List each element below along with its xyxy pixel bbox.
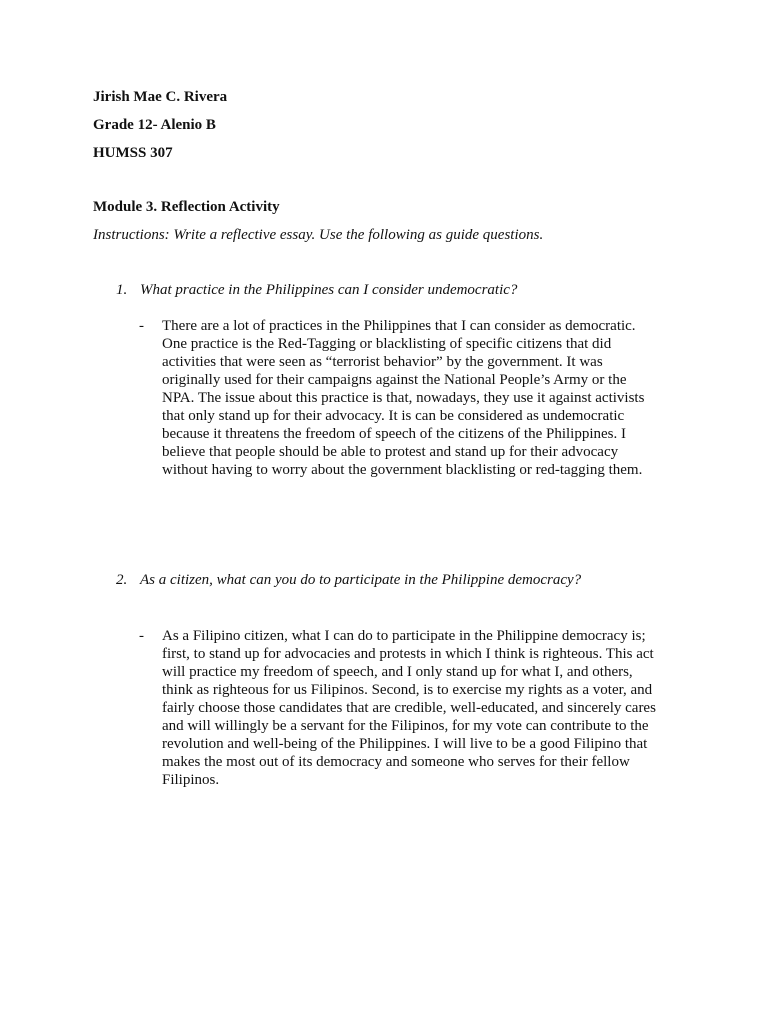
- answer-line: first, to stand up for advocacies and protests in which I think is righteous. This act: [162, 646, 654, 662]
- question-2-text: As a citizen, what can you do to participate in the Philippine democracy?: [140, 572, 582, 588]
- answer-line: because it threatens the freedom of speech of the citizens of the Philippines. I: [162, 426, 627, 442]
- answer-line: that only stand up for their advocacy. It is can be considered as undemocratic: [162, 408, 625, 424]
- answer-line: NPA. The issue about this practice is that, nowadays, they use it against activists: [162, 390, 645, 406]
- answer-line: There are a lot of practices in the Philippines that I can consider as democratic.: [162, 318, 636, 334]
- answer-line: revolution and well-being of the Philippines. I will live to be a good Filipino that: [162, 736, 648, 752]
- question-2-number: 2.: [116, 572, 128, 588]
- answer-line: makes the most out of its democracy and someone who serves for their fellow: [162, 754, 630, 770]
- student-grade: Grade 12- Alenio B: [93, 117, 216, 133]
- question-2: [116, 571, 581, 589]
- instructions: Instructions: Write a reflective essay. Use the following as guide questions.: [93, 227, 544, 243]
- student-section: HUMSS 307: [93, 145, 173, 161]
- answer-line: originally used for their campaigns against the National People’s Army or the: [162, 372, 627, 388]
- answer-2: [162, 627, 682, 789]
- answer-line: will practice my freedom of speech, and I only stand up for what I, and others,: [162, 664, 633, 680]
- question-1-number: 1.: [116, 282, 128, 298]
- answer-line: fairly choose those candidates that are credible, well-educated, and sincerely cares: [162, 700, 656, 716]
- answer-line: activities that were seen as “terrorist behavior” by the government. It was: [162, 354, 603, 370]
- question-1: [116, 281, 517, 299]
- answer-line: and will willingly be a servant for the Filipinos, for my vote can contribute to the: [162, 718, 649, 734]
- answer-line: believe that people should be able to protest and stand up for their advocacy: [162, 444, 619, 460]
- student-name: Jirish Mae C. Rivera: [93, 89, 228, 105]
- answer-line: Filipinos.: [162, 772, 220, 788]
- answer-line: As a Filipino citizen, what I can do to participate in the Philippine democracy is;: [162, 628, 646, 644]
- answer-line: think as righteous for us Filipinos. Second, is to exercise my rights as a voter, and: [162, 682, 653, 698]
- question-1-text: What practice in the Philippines can I consider undemocratic?: [140, 282, 518, 298]
- module-title: Module 3. Reflection Activity: [93, 199, 280, 215]
- answer-1-bullet: -: [139, 318, 144, 334]
- answer-1: [162, 317, 682, 479]
- answer-2-bullet: -: [139, 628, 144, 644]
- answer-line: without having to worry about the government blacklisting or red-tagging them.: [162, 462, 643, 478]
- answer-line: One practice is the Red-Tagging or blacklisting of specific citizens that did: [162, 336, 612, 352]
